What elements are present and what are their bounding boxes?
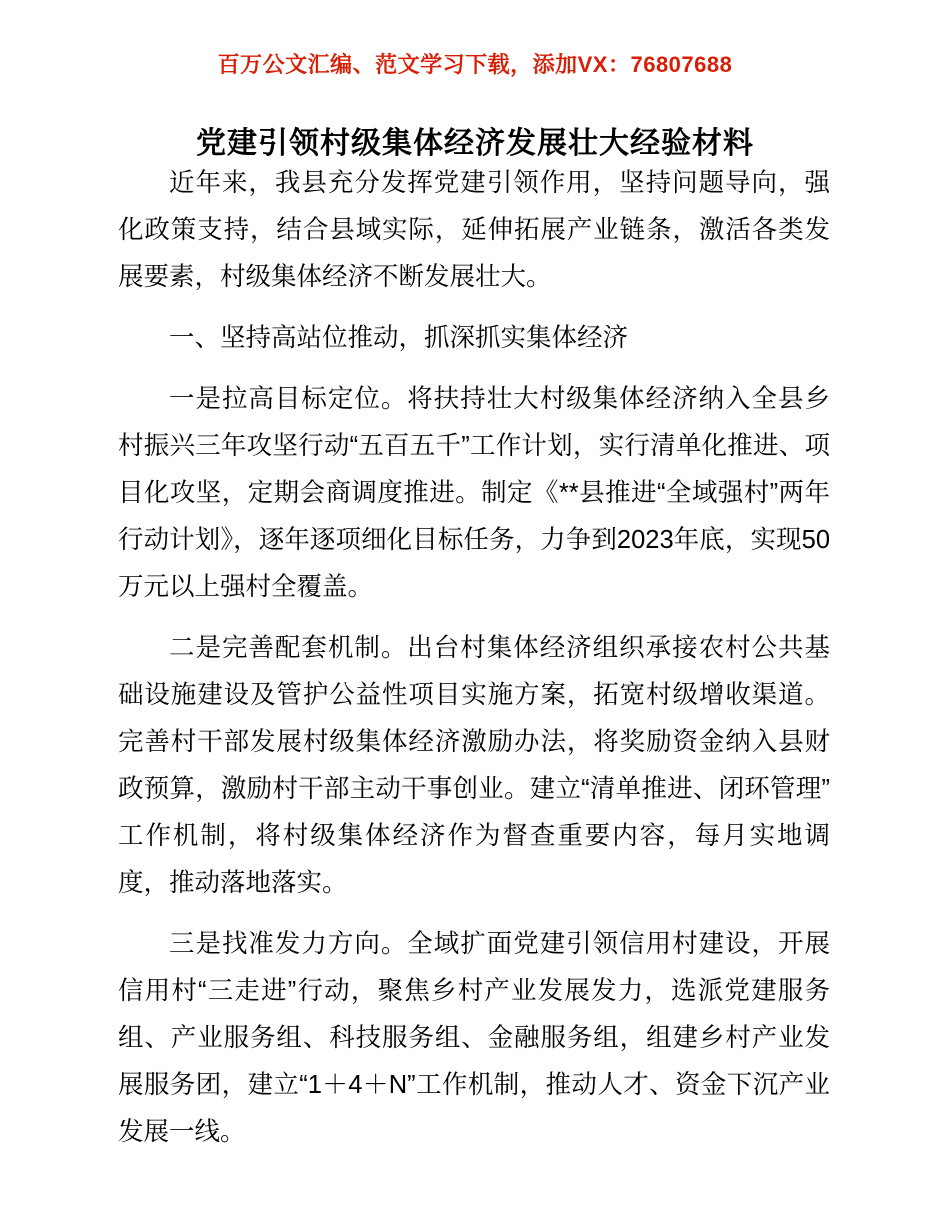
paragraph-point-2: 二是完善配套机制。出台村集体经济组织承接农村公共基础设施建设及管护公益性项目实施方案，拓宽村级增收渠道。完善村干部发展村级集体经济激励办法，将奖励资金纳入县财政预算，激励村干部主动干事创业。建立“清单推进、闭环管理”工作机制，将村级集体经济作为督查重要内容，每月实地调度，推动落地落实。 [118,634,830,897]
paragraph-intro: 近年来，我县充分发挥党建引领作用，坚持问题导向，强化政策支持，结合县域实际，延伸拓展产业链条，激活各类发展要素，村级集体经济不断发展壮大。 [118,169,830,291]
document-body [118,160,830,1170]
page-title: 党建引领村级集体经济发展壮大经验材料 [196,127,754,161]
watermark-banner: 百万公文汇编、范文学习下载，添加VX：76807688 [217,52,733,77]
section-heading-1: 一、坚持高站位推动，抓深抓实集体经济 [169,324,629,352]
paragraph-point-3: 三是找准发力方向。全域扩面党建引领信用村建设，开展信用村“三走进”行动，聚焦乡村产业发展发力，选派党建服务组、产业服务组、科技服务组、金融服务组，组建乡村产业发展服务团，建立“1＋4＋N”工作机制，推动人才、资金下沉产业发展一线。 [118,930,830,1146]
paragraph-point-1: 一是拉高目标定位。将扶持壮大村级集体经济纳入全县乡村振兴三年攻坚行动“五百五千”工作计划，实行清单化推进、项目化攻坚，定期会商调度推进。制定《**县推进“全域强村”两年行动计划》，逐年逐项细化目标任务，力争到2023年底，实现50万元以上强村全覆盖。 [118,385,830,601]
